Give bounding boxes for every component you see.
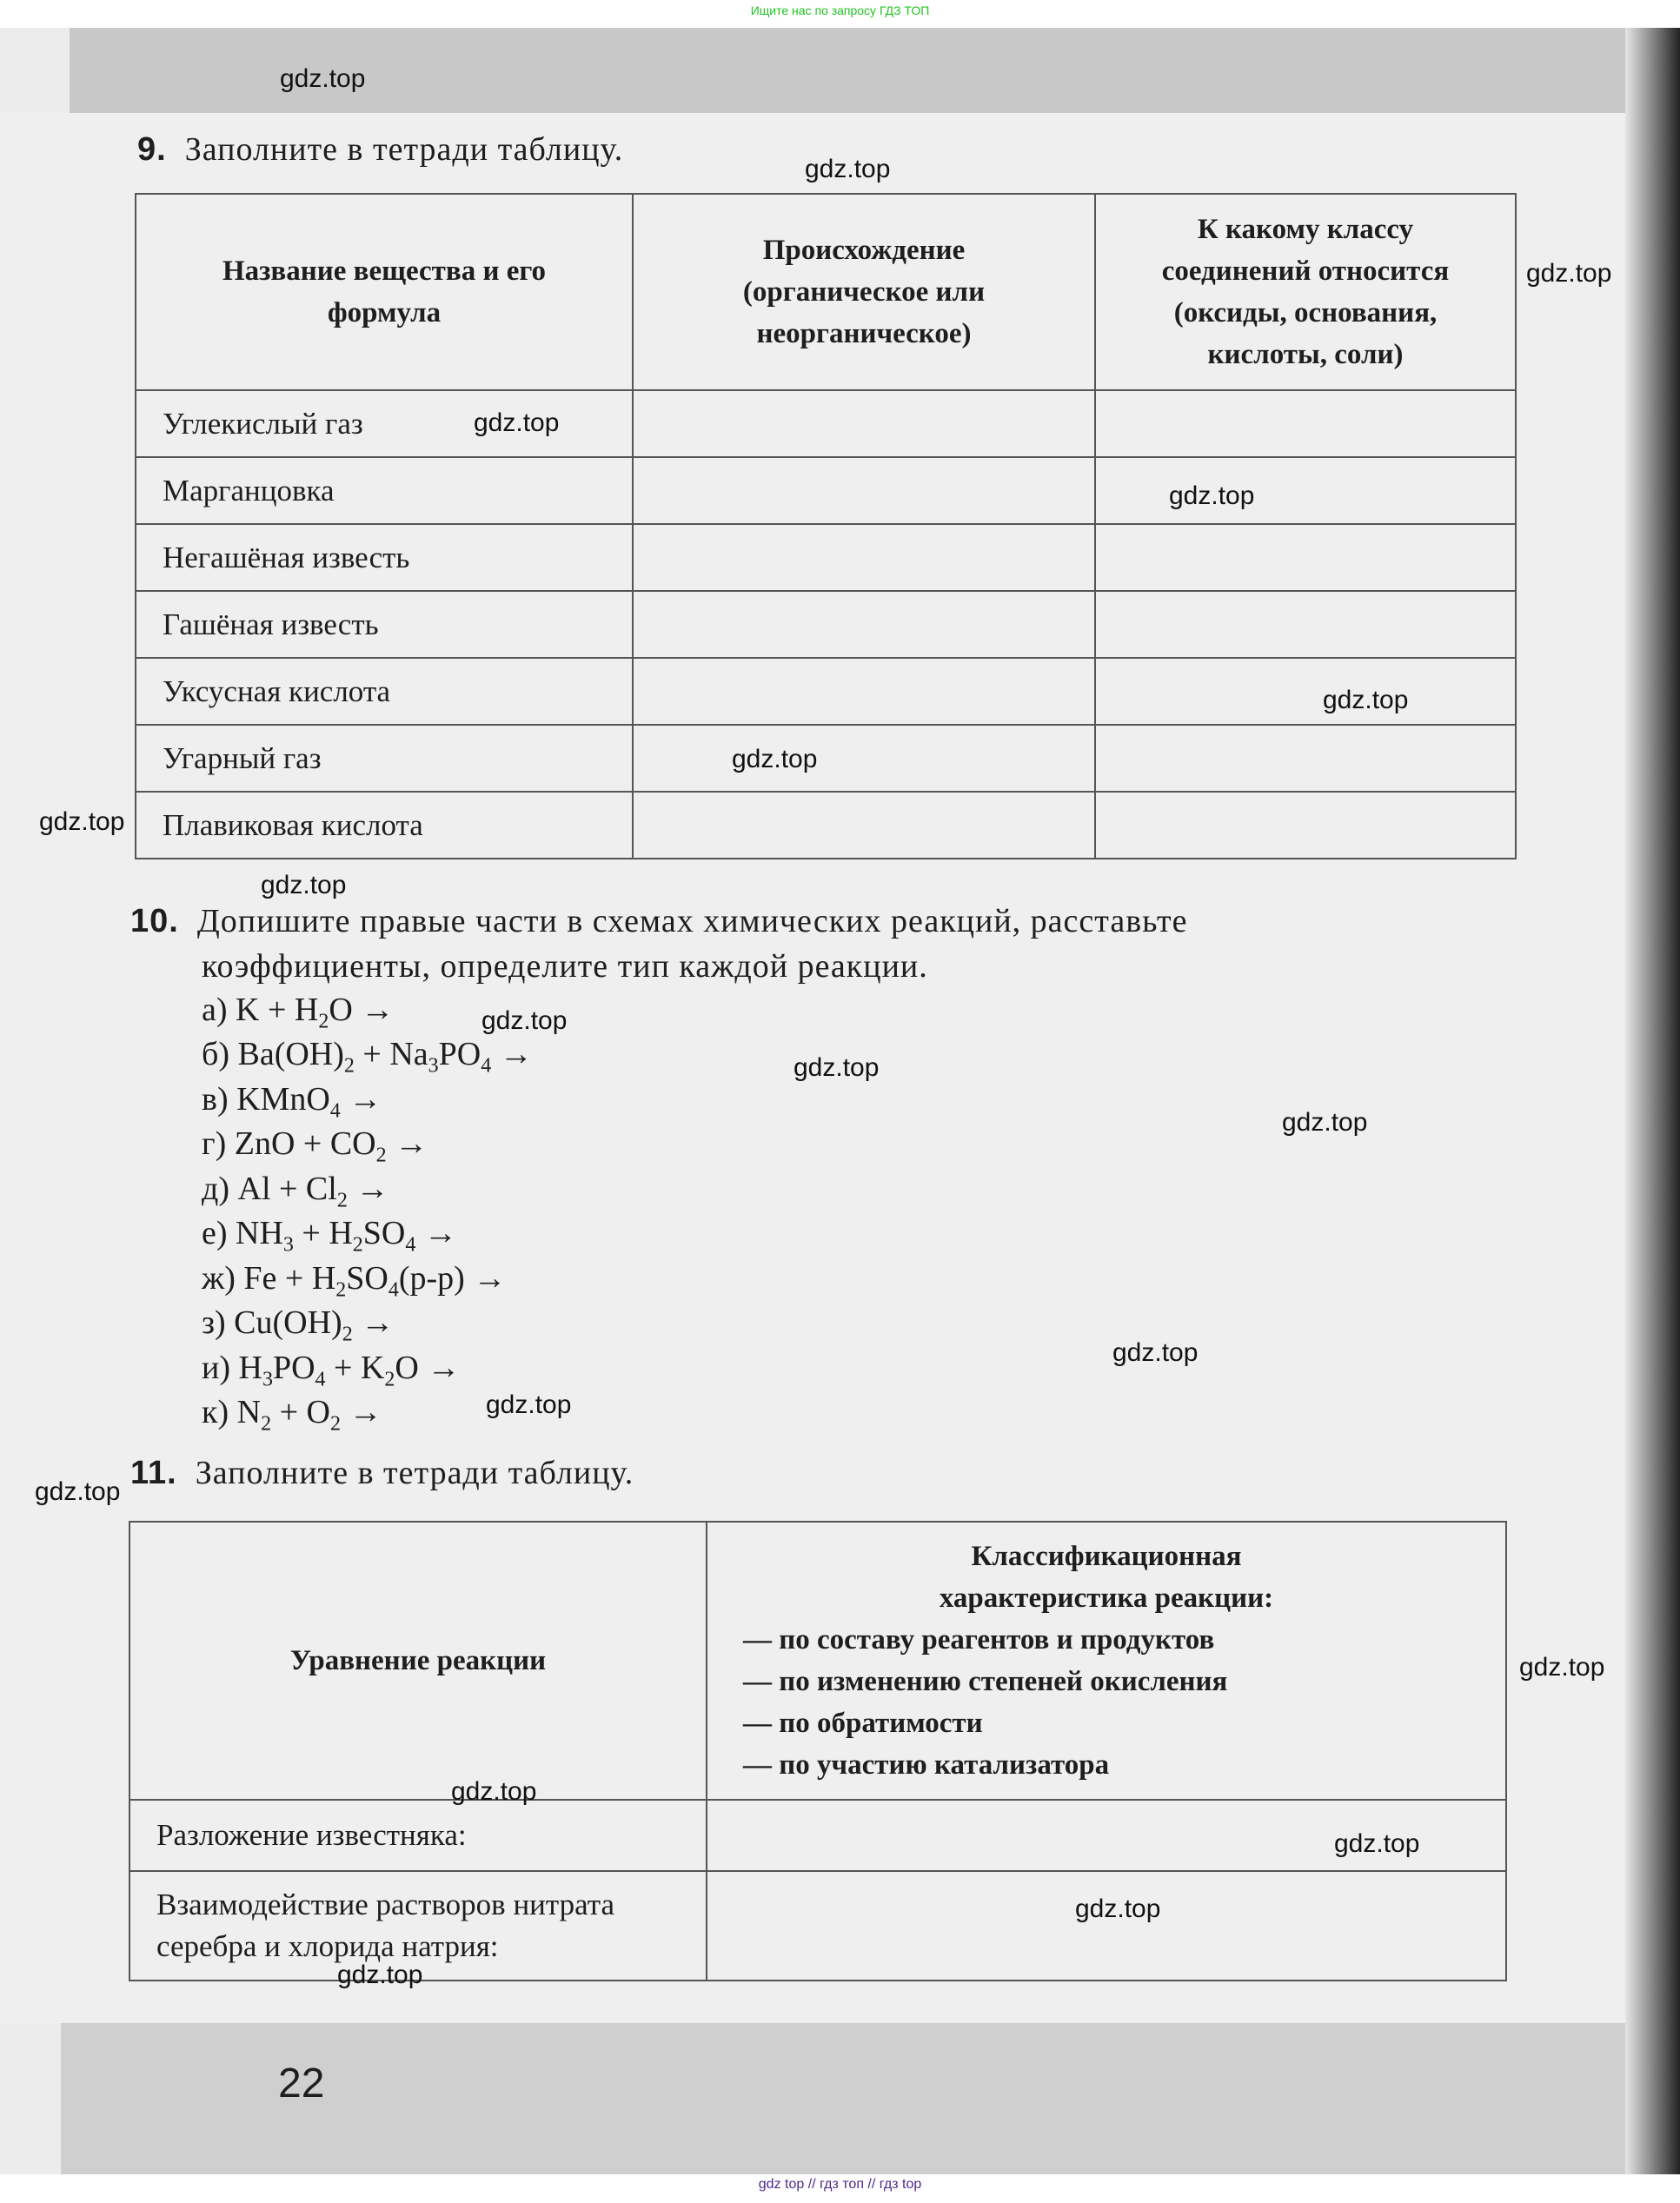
watermark: gdz.top — [39, 807, 125, 836]
watermark: gdz.top — [337, 1961, 423, 1989]
reaction-item: и) $H_3PO_4 + K_2O$ → — [202, 1350, 461, 1391]
table-row: Гашёная известь — [136, 591, 1516, 658]
task9-heading: 9. Заполните в тетради таблицу. — [137, 131, 624, 168]
header-cell: Название вещества и его формула — [136, 194, 633, 390]
reaction-item: а) $K + H_2O$ → — [202, 992, 395, 1033]
task9-table — [135, 193, 1517, 859]
watermark: gdz.top — [794, 1053, 880, 1082]
watermark: gdz.top — [451, 1777, 537, 1806]
watermark: gdz.top — [1526, 259, 1612, 288]
table-row: Разложение известняка: — [129, 1800, 1506, 1871]
table-row: Плавиковая кислота — [136, 792, 1516, 859]
watermark: gdz.top — [35, 1477, 121, 1506]
reaction-item: к) $N_2 + O_2$ → — [202, 1394, 382, 1436]
header-cell: Происхождение (органическое или неорганическое) — [633, 194, 1095, 390]
top-banner: Ищите нас по запросу ГДЗ ТОП — [750, 3, 930, 17]
watermark: gdz.top — [280, 64, 366, 93]
table-row: Угарный газ — [136, 725, 1516, 792]
table-row: Уксусная кислота — [136, 658, 1516, 725]
task11-heading: 11. Заполните в тетради таблицу. — [130, 1455, 634, 1491]
header-cell: К какому классу соединений относится (оксиды, основания, кислоты, соли) — [1095, 194, 1516, 390]
reaction-item: г) ZnO + $CO_2$ → — [202, 1125, 428, 1167]
watermark: gdz.top — [1519, 1653, 1605, 1682]
table-row: Негашёная известь — [136, 524, 1516, 591]
task10-heading: 10. Допишите правые части в схемах химических реакций, расставьте — [130, 903, 1188, 939]
page-number: 22 — [278, 2060, 325, 2107]
watermark: gdz.top — [1334, 1829, 1420, 1858]
table-row: Взаимодействие растворов нитрата серебра и хлорида натрия: — [129, 1871, 1506, 1981]
watermark: gdz.top — [1112, 1338, 1199, 1367]
table-row: Углекислый газ — [136, 390, 1516, 457]
book-edge — [1625, 28, 1680, 2174]
watermark: gdz.top — [261, 871, 347, 899]
watermark: gdz.top — [732, 745, 818, 773]
watermark: gdz.top — [474, 408, 560, 437]
watermark: gdz.top — [486, 1390, 572, 1419]
reaction-item: е) $NH_3 + H_2SO_4$ → — [202, 1215, 457, 1257]
reaction-item: ж) $Fe + H_2SO_4(р-р)$ → — [202, 1260, 507, 1302]
watermark: gdz.top — [1323, 686, 1409, 714]
watermark: gdz.top — [1075, 1894, 1161, 1923]
watermark: gdz.top — [805, 155, 891, 183]
reaction-item: з) $Cu(OH)_2$ → — [202, 1304, 395, 1346]
task11-table — [129, 1521, 1507, 1981]
reaction-item: в) KMnO$_4$ → — [202, 1081, 382, 1123]
header-cell: Уравнение реакции — [129, 1522, 707, 1800]
table-header-row — [129, 1522, 1506, 1800]
table-row: Марганцовка — [136, 457, 1516, 524]
table-header-row — [136, 194, 1516, 390]
watermark: gdz.top — [1169, 481, 1255, 510]
header-cell: Классификационная характеристика реакции: — по составу реагентов и продуктов — по изменению степеней окисления — по обратимости — по участию катализатора — [707, 1522, 1506, 1800]
watermark: gdz.top — [481, 1006, 568, 1035]
reaction-item: б) $Ba(OH)_2 + Na_3PO_4$ → — [202, 1036, 533, 1078]
task10-heading-line2: коэффициенты, определите тип каждой реакции. — [202, 948, 928, 985]
footer: gdz top // гдз топ // гдз top — [758, 2177, 922, 2192]
reaction-item: д) $Al + Cl_2$ → — [202, 1171, 389, 1212]
watermark: gdz.top — [1282, 1108, 1368, 1137]
